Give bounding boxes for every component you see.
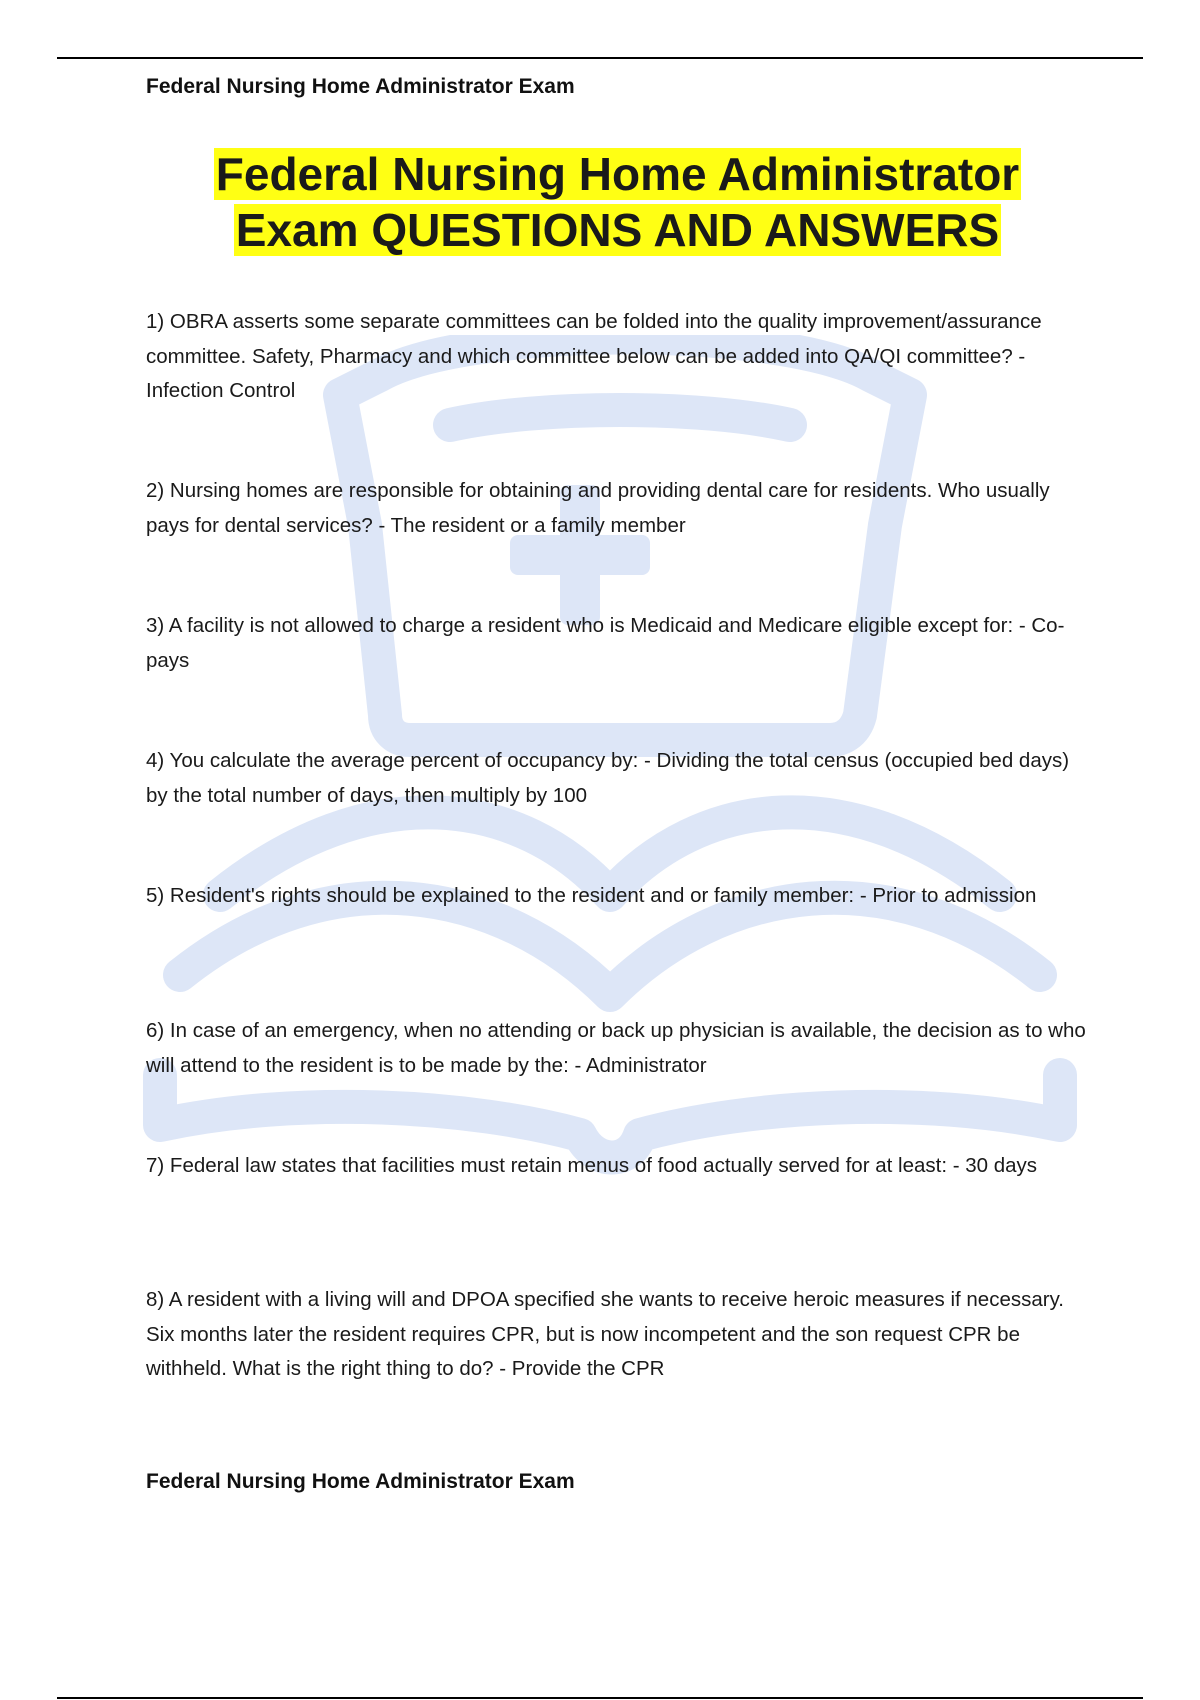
bottom-rule	[57, 1697, 1143, 1699]
top-rule	[57, 57, 1143, 59]
question-4: 4) You calculate the average percent of occupancy by: - Dividing the total census (occupied bed days) by the total number of days, then multiply by 100	[146, 749, 1070, 807]
question-8: 8) A resident with a living will and DPOA specified she wants to receive heroic measures if necessary. Six months later the resident requires CPR, but is now incompetent and the son request CPR be withheld. What is the right thing to do? - Provide the CPR	[146, 1288, 1064, 1380]
question-1: 1) OBRA asserts some separate committees can be folded into the quality improvement/assurance committee. Safety, Pharmacy and which committee below can be added into QA/QI committee? - Infection Control	[146, 310, 1042, 402]
running-footer: Federal Nursing Home Administrator Exam	[146, 1470, 575, 1493]
question-2: 2) Nursing homes are responsible for obtaining and providing dental care for residents. Who usually pays for dental services? - The resident or a family member	[146, 479, 1050, 537]
title-line-2: Exam QUESTIONS AND ANSWERS	[235, 204, 1000, 256]
question-3: 3) A facility is not allowed to charge a resident who is Medicaid and Medicare eligible except for: - Co-pays	[146, 614, 1065, 672]
title-line-1: Federal Nursing Home Administrator	[215, 148, 1020, 200]
running-header: Federal Nursing Home Administrator Exam	[146, 75, 575, 98]
question-6: 6) In case of an emergency, when no attending or back up physician is available, the decision as to who will attend to the resident is to be made by the: - Administrator	[146, 1019, 1086, 1077]
question-7: 7) Federal law states that facilities must retain menus of food actually served for at least: - 30 days	[146, 1154, 1038, 1177]
question-5: 5) Resident's rights should be explained to the resident and or family member: - Prior to admission	[146, 884, 1037, 907]
page-title	[0, 146, 1200, 258]
